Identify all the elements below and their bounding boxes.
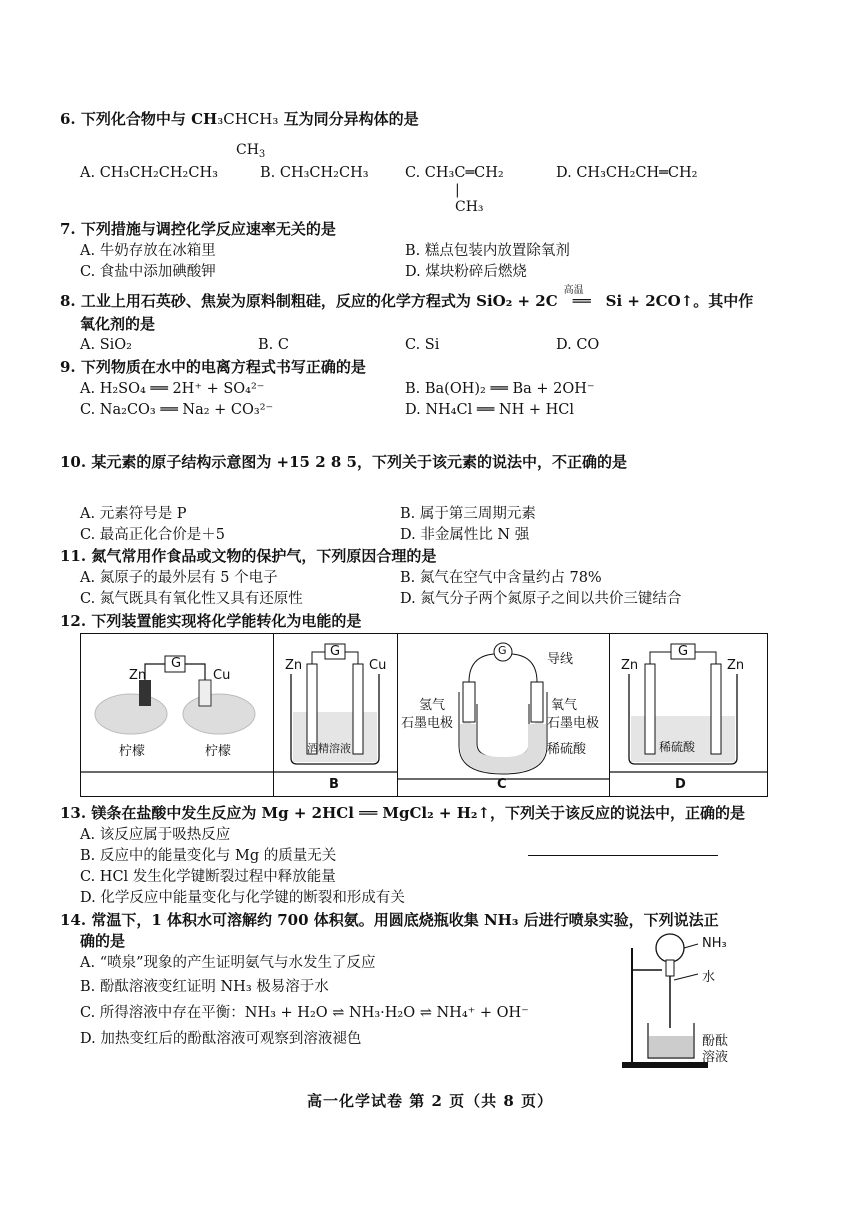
c-acid-label: 稀硫酸 [547, 742, 587, 757]
q14-stem: 14. 常温下，1 体积水可溶解约 700 体积氨。用圆底烧瓶收集 NH₃ 后进行喷泉实验，下列说法正 [60, 911, 719, 929]
d-galvanometer-label: G [678, 644, 689, 659]
q8-condition: 高温 [563, 285, 584, 296]
q9-stem: 9. 下列物质在水中的电离方程式书写正确的是 [60, 358, 366, 376]
q6-stem: 6. 下列化合物中与 CH₃CHCH₃ 互为同分异构体的是 [60, 110, 419, 128]
q14-stem-line2: 确的是 [80, 932, 126, 950]
q14-option-c[interactable]: C. 所得溶液中存在平衡：NH₃ + H₂O ⇌ NH₃·H₂O ⇌ NH₄⁺ + OH⁻ [80, 1005, 529, 1021]
d-zn-right-label: Zn [727, 658, 745, 673]
q8-stem: 8. 工业上用石英砂、焦炭为原料制粗硅，反应的化学方程式为 SiO₂ + 2C 高温 ══ Si + 2CO↑。其中作 [60, 292, 753, 310]
q8-option-a[interactable]: A. SiO₂ [80, 337, 132, 353]
q13-option-b[interactable]: B. 反应中的能量变化与 Mg 的质量无关 [80, 848, 337, 864]
q11-option-d[interactable]: D. 氮气分子两个氮原子之间以共价三键结合 [400, 591, 682, 607]
q11-option-b[interactable]: B. 氮气在空气中含量约占 78% [400, 570, 602, 586]
q10-option-a[interactable]: A. 元素符号是 P [80, 506, 187, 522]
q9-option-b[interactable]: B. Ba(OH)₂ ══ Ba + 2OH⁻ [405, 381, 595, 397]
q11-option-c[interactable]: C. 氮气既具有氧化性又具有还原性 [80, 591, 303, 607]
q7-stem: 7. 下列措施与调控化学反应速率无关的是 [60, 220, 336, 238]
q10-option-c[interactable]: C. 最高正化合价是＋5 [80, 527, 226, 543]
d-zn-left-label: Zn [621, 658, 639, 673]
fountain-water-label: 水 [702, 970, 716, 985]
a-cu-label: Cu [213, 668, 231, 683]
q13-option-a[interactable]: A. 该反应属于吸热反应 [80, 827, 231, 843]
q14-option-a[interactable]: A. “喷泉”现象的产生证明氨气与水发生了反应 [80, 955, 376, 971]
q8-option-c[interactable]: C. Si [405, 337, 440, 353]
q6-option-b[interactable]: B. CH₃CH₂CH₃ [260, 165, 369, 181]
fountain-apparatus-diagram [618, 928, 748, 1073]
q14-option-b[interactable]: B. 酚酞溶液变红证明 NH₃ 极易溶于水 [80, 979, 329, 995]
q6-option-c-branch-bond: | [455, 182, 460, 198]
a-galvanometer-label: G [171, 656, 182, 671]
q7-option-b[interactable]: B. 糕点包装内放置除氧剂 [405, 243, 570, 259]
q9-option-d[interactable]: D. NH₄Cl ══ NH + HCl [405, 402, 574, 418]
q6-option-c[interactable]: C. CH₃C═CH₂ [405, 165, 504, 181]
page-footer: 高一化学试卷 第 2 页（共 8 页） [307, 1092, 553, 1110]
fountain-nh3-label: NH₃ [702, 936, 727, 951]
q10-option-b[interactable]: B. 属于第三周期元素 [400, 506, 536, 522]
q12-device-d[interactable] [609, 634, 767, 796]
q8-stem-line2: 氧化剂的是 [80, 315, 156, 333]
q13-option-d[interactable]: D. 化学反应中能量变化与化学键的断裂和形成有关 [80, 890, 405, 906]
c-graphite-right-label: 石墨电极 [547, 716, 600, 731]
c-galvanometer-label: G [498, 644, 507, 657]
q6-option-d[interactable]: D. CH₃CH₂CH═CH₂ [556, 165, 698, 181]
a-lemon-label-1: 柠檬 [119, 744, 146, 759]
q7-option-a[interactable]: A. 牛奶存放在冰箱里 [80, 243, 216, 259]
q9-option-c[interactable]: C. Na₂CO₃ ══ Na₂ + CO₃²⁻ [80, 402, 274, 418]
q9-option-a[interactable]: A. H₂SO₄ ══ 2H⁺ + SO₄²⁻ [80, 381, 265, 397]
c-oxygen-label: 氧气 [551, 698, 578, 713]
a-zn-label: Zn [129, 668, 147, 683]
c-device-label: C [497, 777, 507, 792]
q8-option-b[interactable]: B. C [258, 337, 289, 353]
fountain-solution-label: 溶液 [702, 1050, 729, 1065]
q11-option-a[interactable]: A. 氮原子的最外层有 5 个电子 [80, 570, 278, 586]
b-zn-label: Zn [285, 658, 303, 673]
a-lemon-label-2: 柠檬 [205, 744, 232, 759]
q8-option-d[interactable]: D. CO [556, 337, 600, 353]
fountain-phenol-label: 酚酞 [702, 1034, 729, 1049]
d-solution-label: 稀硫酸 [659, 740, 696, 754]
b-device-label: B [329, 777, 339, 792]
q6-option-a[interactable]: A. CH₃CH₂CH₂CH₃ [80, 165, 218, 181]
q13-stem: 13. 镁条在盐酸中发生反应为 Mg + 2HCl ══ MgCl₂ + H₂↑，下列关于该反应的说法中，正确的是 [60, 804, 746, 822]
d-device-label: D [675, 777, 686, 792]
q12-apparatus-table [80, 633, 768, 797]
q14-option-d[interactable]: D. 加热变红后的酚酞溶液可观察到溶液褪色 [80, 1031, 362, 1047]
q11-stem: 11. 氮气常用作食品或文物的保护气，下列原因合理的是 [60, 547, 437, 565]
c-wire-label: 导线 [547, 652, 574, 667]
b-cu-label: Cu [369, 658, 387, 673]
q7-option-c[interactable]: C. 食盐中添加碘酸钾 [80, 264, 216, 280]
q12-device-a[interactable] [81, 634, 274, 796]
q12-device-b[interactable] [273, 634, 398, 796]
q10-stem: 10. 某元素的原子结构示意图为 +15 2 8 5，下列关于该元素的说法中，不正确的是 [60, 453, 627, 471]
q6-option-c-branch: CH₃ [455, 199, 484, 215]
b-galvanometer-label: G [330, 644, 341, 659]
c-graphite-left-label: 石墨电极 [401, 716, 454, 731]
q6-ch3-branch: $CH_3$ [236, 142, 266, 160]
q12-stem: 12. 下列装置能实现将化学能转化为电能的是 [60, 612, 362, 630]
q10-option-d[interactable]: D. 非金属性比 N 强 [400, 527, 530, 543]
q7-option-d[interactable]: D. 煤块粉碎后燃烧 [405, 264, 527, 280]
b-solution-label: 酒精溶液 [307, 742, 351, 755]
fountain-apparatus [618, 928, 748, 1073]
c-hydrogen-label: 氢气 [419, 698, 446, 713]
answer-line [528, 855, 718, 856]
q12-device-c[interactable] [397, 634, 610, 796]
q13-option-c[interactable]: C. HCl 发生化学键断裂过程中释放能量 [80, 869, 336, 885]
